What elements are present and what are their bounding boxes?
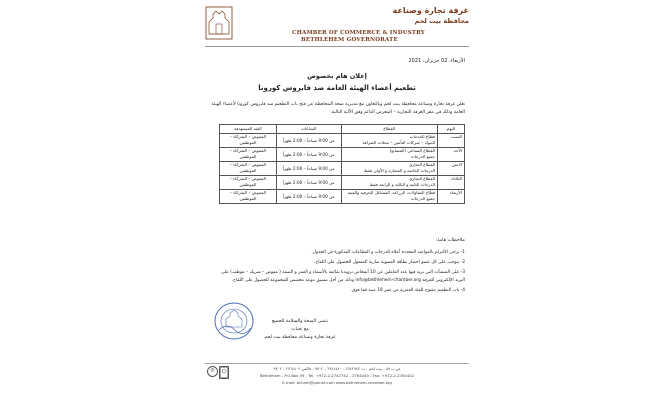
footer-divider (205, 363, 469, 364)
row-sector-detail: جميع الدرجات (410, 196, 436, 201)
row-sector-name: القطاع التجاري (408, 162, 436, 167)
row-target: المفوض – الشركاء – الموظفين (220, 190, 277, 204)
header-target: الفئة المستهدفة (220, 125, 277, 134)
row-hours: من 9:00 صباحاً – 2:00 ظهراً (276, 148, 341, 162)
table-header-row (220, 125, 465, 134)
row-sector-detail: الدرجات الخاصة و الممتازة و الأولى فقط (363, 168, 436, 173)
notes-list (213, 249, 465, 297)
closing-signature: غرفة تجارة وصناعة محافظة بيت لحم (264, 335, 336, 340)
row-sector-detail: البنوك – شركات التأمين – محلات الصرافة (362, 140, 436, 145)
chamber-logo-icon (205, 6, 233, 40)
row-sector-name: القطاع التجاري (408, 176, 436, 181)
row-sector (341, 162, 438, 176)
table-row (220, 190, 465, 204)
note-item: 3- على المنشآت التي يزيد فيها عدد العاملين عن 10 أشخاص تزويدنا بقائمة بالأسماء و العمر و الصفة ( مفوض – شريك – موظف) على البريد الإلكتروني للغرفة info@bethlehem-chamber.org وذلك من أجل تنسيق موعد مخصص للمجموعة للحصول على اللقاح. (221, 270, 465, 283)
row-target: المفوض – الشركاء – الموظفين (220, 162, 277, 176)
notes-heading: ملاحظات هامة: (435, 238, 465, 243)
registered-mark-icon: ® (207, 366, 218, 377)
table-row (220, 148, 465, 162)
header-day: اليوم (438, 125, 465, 134)
header-divider (205, 46, 469, 47)
closing-wish: نتمنى الصحة والسلامة للجميع (271, 319, 329, 324)
closing-block (255, 318, 345, 342)
note-item: 4- باب التطعيم مفتوح للفئة العمرية من عمر 18 سنة فما فوق. (350, 288, 465, 293)
footer-english-contact: Bethlehem - P.O.Box 59 - Tel. +972-2-2742742 - 2764440 - Fax: +972-2-2764402 (259, 373, 415, 378)
footer-arabic-contact: ص.ب ٥٩ - بيت لحم - ت ٢٧٤٢٧٤٢ – ٢٧٤٤٤٤٠ – ٩٧٠٢ - فاكس ٢٧٦٤٤٠٢ – ٩٧٠٢ (273, 366, 401, 371)
header-sector: القطاع (341, 125, 438, 134)
row-sector-detail: الدرجات الثانية و الثالثة و الرابعة فقط (369, 182, 436, 187)
footer-email-web: E-mail: bcham@palnet.com www.bethlehem-chamber.org (282, 380, 392, 385)
row-sector (341, 190, 438, 204)
letterhead-english-line1: CHAMBER OF COMMERCE & INDUSTRY (292, 30, 425, 36)
row-target: المفوض – الشركاء – الموظفين (220, 176, 277, 190)
row-sector-name: القطاع الصناعي (المصانع) (389, 148, 436, 153)
note-item: 1- يرجى الالتزام بالمواعيد المحددة أعلاه للدرجات و القطاعات المذكورة في الجدول. (311, 250, 465, 255)
row-sector-name: قطاع الخدمات (409, 134, 436, 139)
row-hours: من 9:00 صباحاً – 2:00 ظهراً (276, 190, 341, 204)
row-sector-detail: جميع الدرجات (410, 154, 436, 159)
note-item: 2- يتوجب على كل عضو احضار بطاقة العضوية سارية المفعول للحصول على اللقاح. (314, 260, 465, 265)
intro-paragraph: نعلن غرفة تجارة وصناعة محافظة بيت لحم وبالتعاون مع مديرية صحة المحافظة عن فتح باب التطعيم ضد فايروس كورونا لأعضاء الهيئة العامة وذلك في مقر الغرفة التجارية – المعرض الدائم وفق الآلية التالية: (211, 102, 465, 115)
row-hours: من 9:00 صباحاً – 2:00 ظهراً (276, 134, 341, 148)
letterhead-arabic-subtitle: محافظة بيت لحم (414, 17, 469, 25)
row-sector (341, 176, 438, 190)
row-day: الاثنين (438, 162, 465, 176)
announcement-subject: تطعيم أعضاء الهيئة العامة ضد فايروس كورونا (258, 84, 416, 92)
row-target: المفوض – الشركاء – الموظفين (220, 148, 277, 162)
row-day: الأحد (438, 148, 465, 162)
row-hours: من 9:00 صباحاً – 2:00 ظهراً (276, 176, 341, 190)
row-sector (341, 148, 438, 162)
table-row (220, 162, 465, 176)
row-target: المفوض – الشركاء – الموظفين (220, 134, 277, 148)
header-hours: الساعات (276, 125, 341, 134)
letterhead-english-line2: BETHLEHEM GOVERNORATE (301, 37, 398, 43)
row-day: الأربعاء (438, 190, 465, 204)
row-day: الثلاثاء (438, 176, 465, 190)
row-day: السبت (438, 134, 465, 148)
row-hours: من 9:00 صباحاً – 2:00 ظهراً (276, 162, 341, 176)
letter-page (197, 0, 477, 420)
letter-date: الأربعاء، 02 حزيران، 2021 (408, 58, 465, 64)
announcement-title: إعلان هام بخصوص (307, 72, 367, 80)
row-sector (341, 134, 438, 148)
schedule-table (219, 124, 465, 204)
table-row (220, 176, 465, 190)
official-stamp-icon (213, 300, 255, 342)
row-sector-name: قطاع المقاولات، الزراعة، المشاغل الحرفية والفنية (347, 190, 436, 195)
letterhead-arabic-title: غرفة تجارة وصناعة (392, 6, 469, 15)
table-row (220, 134, 465, 148)
closing-regards: مع تحيات (291, 327, 309, 332)
